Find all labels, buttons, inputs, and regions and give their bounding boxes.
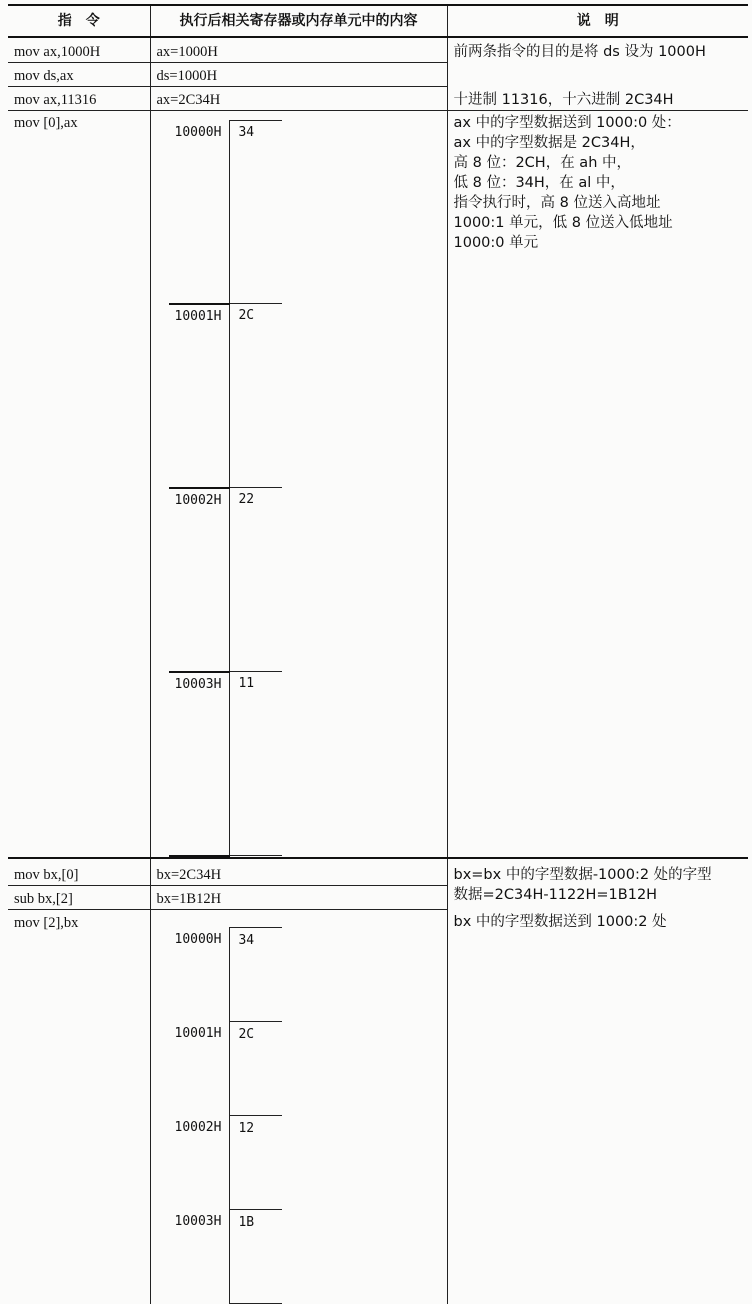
- memory-row: [169, 1021, 283, 1115]
- memory-diagram: [169, 927, 283, 1304]
- instruction-cell: mov [2],bx: [8, 909, 150, 1304]
- memory-value: 34: [230, 927, 283, 1021]
- instruction-table: [8, 4, 748, 1304]
- content-cell: ax=1000H: [150, 37, 447, 63]
- memory-diagram: [169, 120, 283, 857]
- memory-address: 10003H: [169, 1209, 230, 1303]
- header-instruction: 指 令: [8, 5, 150, 37]
- memory-row: [169, 927, 283, 1021]
- memory-address: 10001H: [169, 1021, 230, 1115]
- memory-cell: [150, 111, 447, 858]
- instruction-cell: mov ds,ax: [8, 63, 150, 87]
- memory-row: [169, 1209, 283, 1303]
- table-row: [8, 909, 748, 1304]
- memory-address: 10000H: [169, 927, 230, 1021]
- description-line: 指令执行时，高 8 位送入高地址: [453, 195, 661, 211]
- memory-address: 10002H: [169, 1115, 230, 1209]
- memory-row: [169, 672, 283, 856]
- memory-address: 10000H: [169, 121, 230, 304]
- memory-row: [169, 1115, 283, 1209]
- header-content: 执行后相关寄存器或内存单元中的内容: [150, 5, 447, 37]
- table-row: [8, 37, 748, 63]
- content-cell: ds=1000H: [150, 63, 447, 87]
- memory-value: 2C: [230, 1021, 283, 1115]
- content-cell: bx=1B12H: [150, 885, 447, 909]
- table-row: [8, 858, 748, 886]
- memory-value: 12: [230, 1115, 283, 1209]
- header-description: 说 明: [447, 5, 748, 37]
- description-cell: [447, 111, 748, 858]
- description-line: 1000:1 单元，低 8 位送入低地址: [453, 215, 673, 231]
- memory-address: 10001H: [169, 304, 230, 488]
- table-row: [8, 87, 748, 111]
- description-line: 高 8 位：2CH，在 ah 中，: [453, 155, 631, 171]
- description-line: 1000:0 单元: [453, 235, 539, 251]
- memory-row: [169, 488, 283, 672]
- instruction-cell: mov ax,11316: [8, 87, 150, 111]
- description-line: bx=bx 中的字型数据-1000:2 处的字型: [453, 866, 712, 883]
- content-cell: ax=2C34H: [150, 87, 447, 111]
- memory-value: 22: [230, 488, 283, 672]
- description-cell: 十进制 11316，十六进制 2C34H: [447, 87, 748, 111]
- instruction-cell: mov [0],ax: [8, 111, 150, 858]
- content-cell: bx=2C34H: [150, 858, 447, 886]
- memory-value: 1B: [230, 1209, 283, 1303]
- table-row: [8, 111, 748, 858]
- description-line: 低 8 位：34H，在 al 中，: [453, 175, 625, 191]
- header-row: [8, 5, 748, 37]
- description-line: 数据=2C34H-1122H=1B12H: [453, 886, 658, 903]
- instruction-cell: mov bx,[0]: [8, 858, 150, 886]
- description-line: ax 中的字型数据送到 1000:0 处：: [453, 115, 681, 131]
- memory-value: 11: [230, 672, 283, 856]
- instruction-cell: mov ax,1000H: [8, 37, 150, 63]
- memory-cell: [150, 909, 447, 1304]
- description-line: ax 中的字型数据是 2C34H，: [453, 135, 645, 151]
- description-cell: [447, 858, 748, 910]
- memory-row: [169, 304, 283, 488]
- memory-row: [169, 121, 283, 304]
- instruction-cell: sub bx,[2]: [8, 885, 150, 909]
- description-cell: 前两条指令的目的是将 ds 设为 1000H: [447, 37, 748, 87]
- memory-address: 10002H: [169, 488, 230, 672]
- memory-address: 10003H: [169, 672, 230, 856]
- memory-value: 2C: [230, 304, 283, 488]
- memory-value: 34: [230, 121, 283, 304]
- description-cell: bx 中的字型数据送到 1000:2 处: [447, 909, 748, 1304]
